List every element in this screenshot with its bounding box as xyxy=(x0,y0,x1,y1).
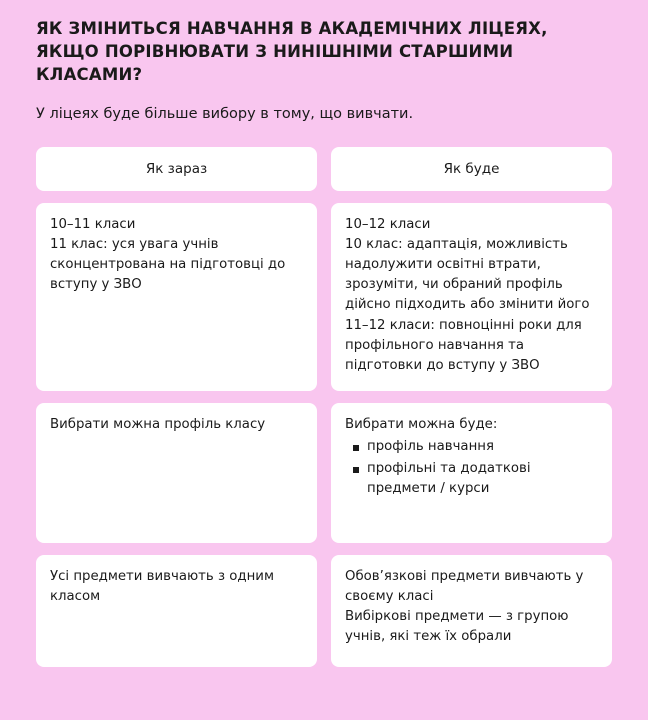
table-cell-now-2 xyxy=(36,403,317,543)
subtitle: У ліцеях буде більше вибору в тому, що вивчати. xyxy=(36,106,414,123)
table-cell-future-1 xyxy=(331,203,612,391)
column-now xyxy=(36,147,317,667)
cell-line: 10 клас: адаптація, можливість надолужити освітні втрати, зрозуміти, чи обраний профіль дійсно підходить або змінити його xyxy=(345,236,590,313)
page-title: ЯК ЗМІНИТЬСЯ НАВЧАННЯ В АКАДЕМІЧНИХ ЛІЦЕЯХ, ЯКЩО ПОРІВНЮВАТИ З НИНІШНІМИ СТАРШИМИ КЛАСАМИ? xyxy=(36,19,548,84)
list-item: профільні та додаткові предмети / курси xyxy=(367,459,598,499)
list-item: профіль навчання xyxy=(367,437,598,457)
comparison-table xyxy=(36,147,612,667)
cell-line: 10–11 класи xyxy=(50,216,136,232)
cell-line: Обов’язкові предмети вивчають у своєму класі xyxy=(345,568,584,604)
column-future xyxy=(331,147,612,667)
cell-line: Вибрати можна буде: xyxy=(345,416,498,432)
cell-line: Вибрати можна профіль класу xyxy=(50,416,266,432)
column-header-future: Як буде xyxy=(331,147,612,191)
cell-line: 11 клас: уся увага учнів сконцентрована на підготовці до вступу у ЗВО xyxy=(50,236,286,293)
table-cell-future-3 xyxy=(331,555,612,667)
cell-line: Вибіркові предмети — з групою учнів, які теж їх обрали xyxy=(345,609,569,645)
cell-line: Усі предмети вивчають з одним класом xyxy=(50,568,274,604)
table-cell-future-2 xyxy=(331,403,612,543)
table-cell-now-1 xyxy=(36,203,317,391)
cell-line: 11–12 класи: повноцінні роки для профільного навчання та підготовки до вступу у ЗВО xyxy=(345,317,582,374)
table-cell-now-3 xyxy=(36,555,317,667)
column-header-now: Як зараз xyxy=(36,147,317,191)
cell-line: 10–12 класи xyxy=(345,216,431,232)
cell-bullet-list xyxy=(345,437,598,500)
